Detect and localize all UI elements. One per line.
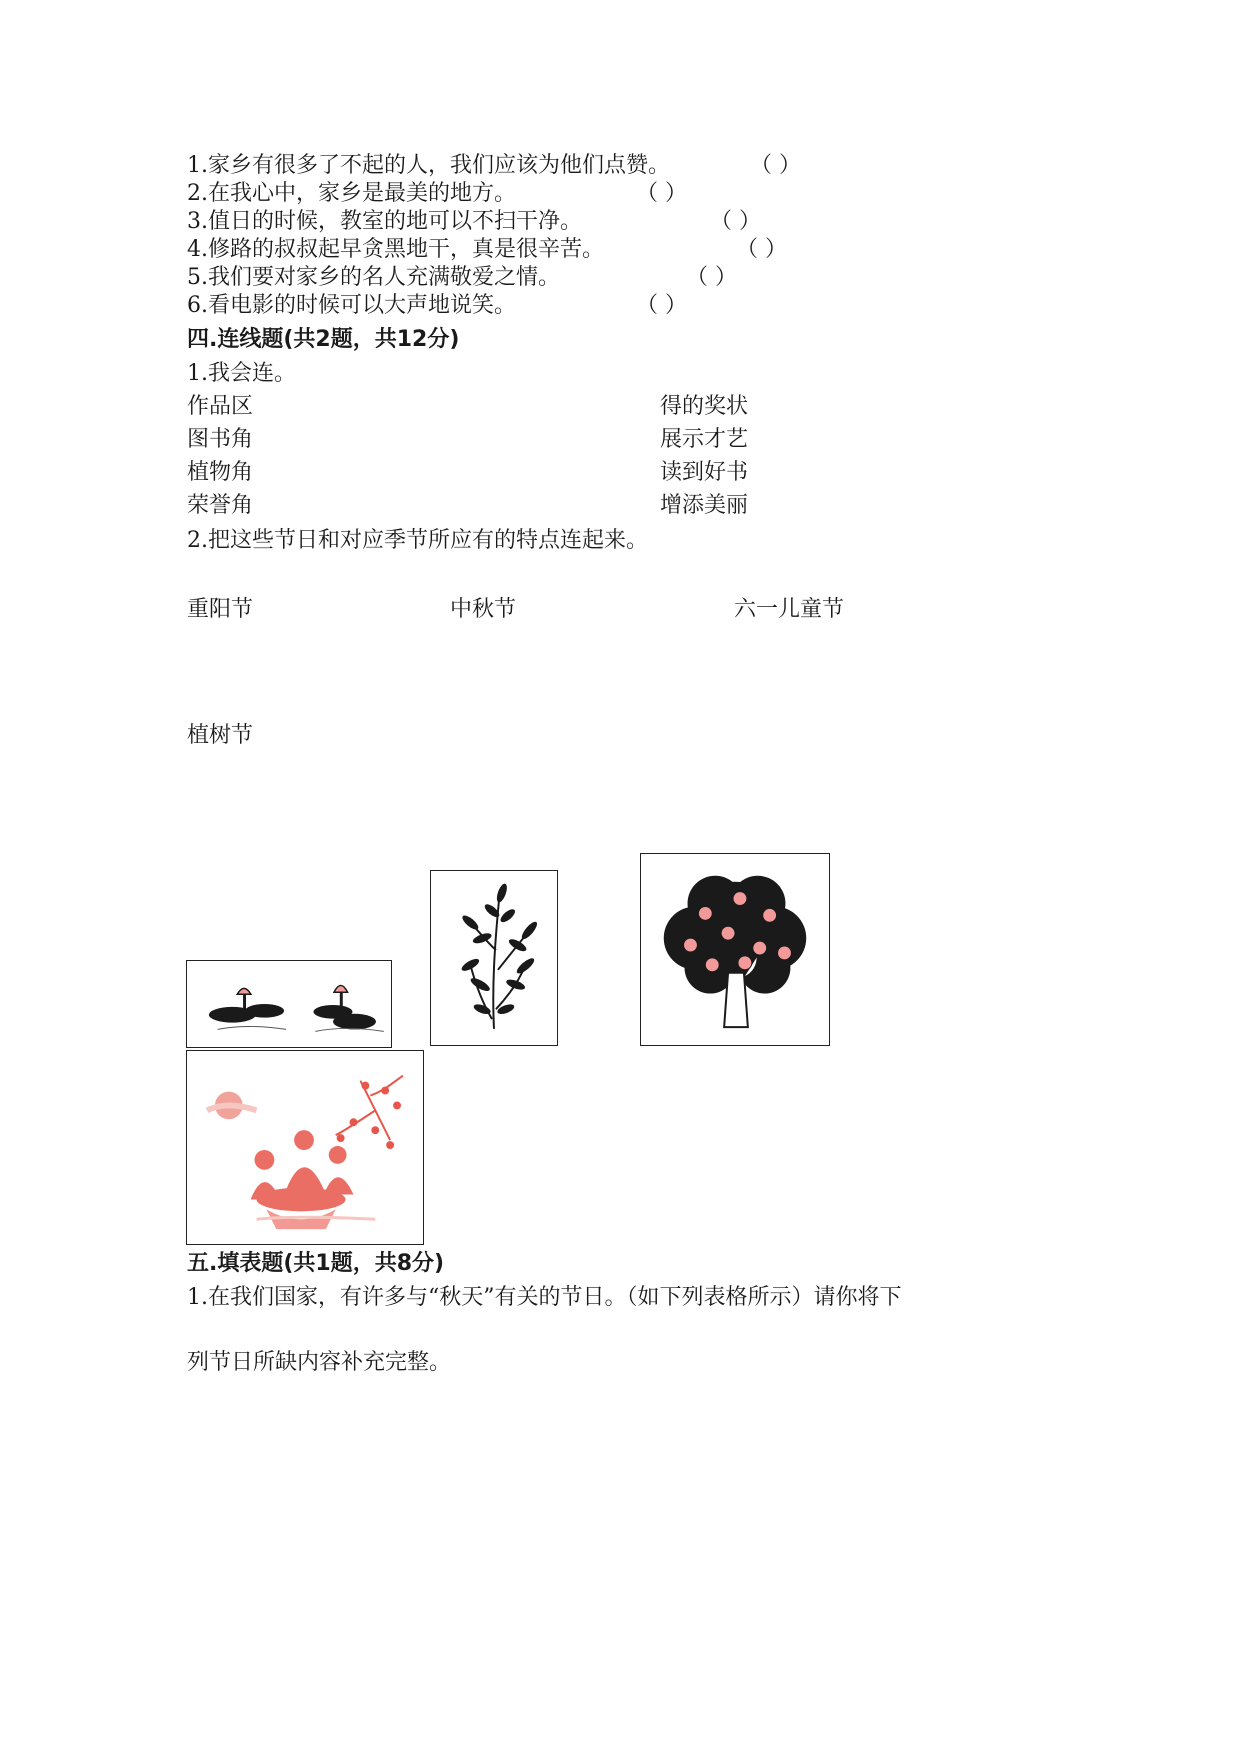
fill-q1-line1: 1.在我们国家，有许多与“秋天”有关的节日。（如下列表格所示）请你将下 (187, 1285, 902, 1310)
match-q1-prompt: 1.我会连。 (187, 361, 296, 386)
festival-arbor-day[interactable]: 植树节 (187, 723, 254, 748)
moon-festival-image[interactable] (186, 1050, 424, 1245)
festival-chongyang[interactable]: 重阳节 (187, 597, 254, 622)
judge-blank-5[interactable]: （ ） (686, 265, 737, 290)
match-left-item[interactable]: 图书角 (187, 427, 254, 452)
match-right-item[interactable]: 得的奖状 (660, 394, 749, 419)
judge-item-5: 5.我们要对家乡的名人充满敬爱之情。 (187, 265, 560, 290)
section-4-title: 四.连线题(共2题，共12分) (187, 327, 460, 352)
judge-item-4: 4.修路的叔叔起早贪黑地干，真是很辛苦。 (187, 237, 604, 262)
lotus-image[interactable] (186, 960, 392, 1048)
match-right-item[interactable]: 展示才艺 (660, 427, 749, 452)
judge-blank-1[interactable]: （ ） (750, 153, 801, 178)
judge-blank-4[interactable]: （ ） (736, 237, 787, 262)
festival-mid-autumn[interactable]: 中秋节 (450, 597, 517, 622)
match-q2-prompt: 2.把这些节日和对应季节所应有的特点连起来。 (187, 528, 648, 553)
judge-blank-6[interactable]: （ ） (636, 293, 687, 318)
judge-blank-3[interactable]: （ ） (710, 209, 761, 234)
judge-blank-2[interactable]: （ ） (636, 181, 687, 206)
match-left-item[interactable]: 植物角 (187, 460, 254, 485)
fill-q1-line2: 列节日所缺内容补充完整。 (187, 1350, 452, 1375)
match-right-item[interactable]: 增添美丽 (660, 493, 749, 518)
judge-item-6: 6.看电影的时候可以大声地说笑。 (187, 293, 516, 318)
judge-item-3: 3.值日的时候，教室的地可以不扫干净。 (187, 209, 582, 234)
match-right-item[interactable]: 读到好书 (660, 460, 749, 485)
festival-childrens-day[interactable]: 六一儿童节 (734, 597, 845, 622)
match-left-item[interactable]: 作品区 (187, 394, 254, 419)
sapling-image[interactable] (430, 870, 558, 1046)
judge-item-1: 1.家乡有很多了不起的人，我们应该为他们点赞。 (187, 153, 670, 178)
apple-tree-image[interactable] (640, 853, 830, 1046)
section-5-title: 五.填表题(共1题，共8分) (187, 1251, 445, 1276)
match-left-item[interactable]: 荣誉角 (187, 493, 254, 518)
judge-item-2: 2.在我心中，家乡是最美的地方。 (187, 181, 516, 206)
